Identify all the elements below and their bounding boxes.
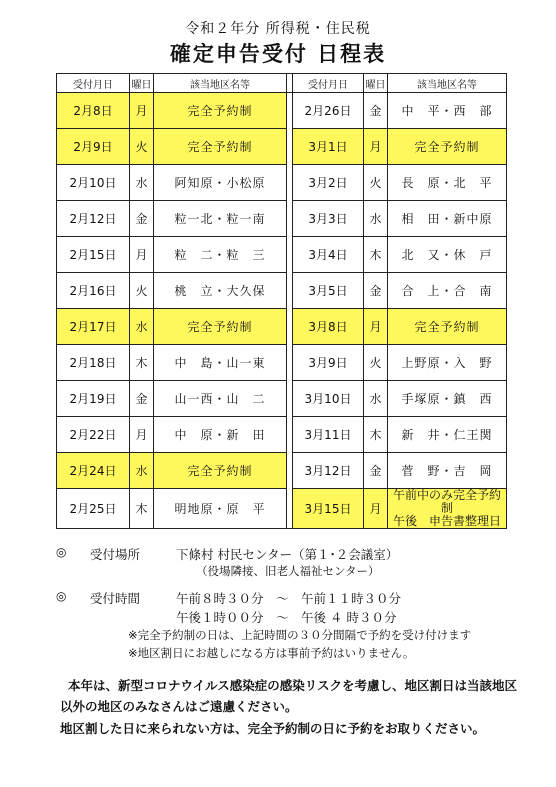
weekday-cell-left: 水 [130,309,154,345]
weekday-cell-right: 月 [364,129,388,165]
weekday-cell-right: 木 [364,237,388,273]
date-cell-right: 3月1日 [293,129,364,165]
date-cell-right: 3月4日 [293,237,364,273]
weekday-cell-left: 月 [130,417,154,453]
area-cell-left: 完全予約制 [154,129,287,165]
date-cell-left: 2月16日 [57,273,130,309]
note-reservation-interval: ※完全予約制の日は、上記時間の３０分間隔で予約を受け付けます [128,628,472,642]
area-cell-right [388,489,507,529]
date-cell-left: 2月19日 [57,381,130,417]
date-cell-right: 3月15日 [293,489,364,529]
area-cell-left: 桃 立・大久保 [154,273,287,309]
note-no-reservation-needed: ※地区割日にお越しになる方は事前予約はいりません。 [128,646,415,660]
table-row [57,381,507,417]
closing-line-2: 以外の地区のみなさんはご遠慮ください。 [60,699,298,714]
table-row [57,129,507,165]
schedule-table [56,73,507,529]
time-label: 受付時間 [90,591,141,606]
place-subtext: （役場隣接、旧老人福祉センター） [196,564,380,578]
weekday-cell-right: 火 [364,165,388,201]
weekday-cell-left: 月 [130,93,154,129]
area-cell-right: 菅 野・吉 岡 [388,453,507,489]
area-cell-right: 北 又・休 戸 [388,237,507,273]
table-row [57,93,507,129]
header-area-right: 該当地区名等 [388,74,507,93]
date-cell-right: 3月11日 [293,417,364,453]
time-morning: 午前８時３０分 ～ 午前１１時３０分 [176,591,402,606]
bullet-mark: ◎ [56,589,67,603]
date-cell-right: 2月26日 [293,93,364,129]
weekday-cell-right: 火 [364,345,388,381]
area-cell-right: 新 井・仁王関 [388,417,507,453]
area-cell-right: 合 上・合 南 [388,273,507,309]
time-afternoon: 午後１時００分 ～ 午後 ４ 時３０分 [176,610,397,625]
weekday-cell-left: 火 [130,129,154,165]
table-row [57,453,507,489]
area-cell-left: 粒一北・粒一南 [154,201,287,237]
date-cell-left: 2月18日 [57,345,130,381]
date-cell-right: 3月9日 [293,345,364,381]
area-note-line-1: 午前中のみ完全予約制 [392,488,501,515]
table-row [57,345,507,381]
header-date-left: 受付月日 [57,74,130,93]
weekday-cell-right: 月 [364,309,388,345]
date-cell-right: 3月8日 [293,309,364,345]
closing-line-1: 本年は、新型コロナウイルス感染症の感染リスクを考慮し、地区割日は当該地区 [68,678,518,693]
weekday-cell-left: 金 [130,381,154,417]
header-date-right: 受付月日 [293,74,364,93]
table-row [57,237,507,273]
weekday-cell-right: 水 [364,381,388,417]
area-cell-left: 中 島・山一東 [154,345,287,381]
area-cell-left: 中 原・新 田 [154,417,287,453]
area-note-line-2: 午後 申告書整理日 [392,514,501,528]
table-row [57,201,507,237]
area-cell-right: 中 平・西 部 [388,93,507,129]
date-cell-left: 2月10日 [57,165,130,201]
closing-line-3: 地区割した日に来られない方は、完全予約制の日に予約をお取りください。 [60,721,486,736]
date-cell-right: 3月2日 [293,165,364,201]
date-cell-left: 2月25日 [57,489,130,529]
place-label: 受付場所 [90,547,141,562]
date-cell-right: 3月12日 [293,453,364,489]
header-weekday-left: 曜日 [130,74,154,93]
date-cell-left: 2月12日 [57,201,130,237]
weekday-cell-right: 木 [364,417,388,453]
area-cell-right: 手塚原・鎮 西 [388,381,507,417]
date-cell-left: 2月22日 [57,417,130,453]
date-cell-left: 2月17日 [57,309,130,345]
area-cell-left: 粒 二・粒 三 [154,237,287,273]
table-row [57,273,507,309]
table-header-row [57,74,507,93]
area-cell-left: 完全予約制 [154,453,287,489]
table-row [57,489,507,529]
date-cell-right: 3月3日 [293,201,364,237]
area-cell-left: 阿知原・小松原 [154,165,287,201]
area-cell-right: 長 原・北 平 [388,165,507,201]
weekday-cell-left: 水 [130,165,154,201]
area-cell-right: 上野原・入 野 [388,345,507,381]
header-weekday-right: 曜日 [364,74,388,93]
date-cell-left: 2月8日 [57,93,130,129]
weekday-cell-right: 金 [364,93,388,129]
weekday-cell-left: 木 [130,345,154,381]
document-subtitle: 令和２年分 所得税・住民税 [185,21,371,37]
weekday-cell-left: 水 [130,453,154,489]
table-row [57,165,507,201]
weekday-cell-right: 月 [364,489,388,529]
weekday-cell-left: 月 [130,237,154,273]
document-title: 確定申告受付 日程表 [169,42,387,66]
date-cell-left: 2月9日 [57,129,130,165]
date-cell-right: 3月5日 [293,273,364,309]
area-cell-left: 完全予約制 [154,93,287,129]
weekday-cell-left: 火 [130,273,154,309]
area-cell-left: 山一西・山 二 [154,381,287,417]
weekday-cell-right: 水 [364,201,388,237]
date-cell-left: 2月24日 [57,453,130,489]
area-cell-right: 相 田・新中原 [388,201,507,237]
table-row [57,309,507,345]
place-value: 下條村 村民センター（第１･２会議室） [176,547,399,562]
weekday-cell-right: 金 [364,453,388,489]
schedule-rows [57,93,507,529]
area-cell-left: 明地原・原 平 [154,489,287,529]
weekday-cell-left: 木 [130,489,154,529]
weekday-cell-right: 金 [364,273,388,309]
header-area-left: 該当地区名等 [154,74,287,93]
weekday-cell-left: 金 [130,201,154,237]
date-cell-right: 3月10日 [293,381,364,417]
bullet-mark: ◎ [56,545,67,559]
area-cell-right: 完全予約制 [388,129,507,165]
date-cell-left: 2月15日 [57,237,130,273]
area-cell-left: 完全予約制 [154,309,287,345]
table-row [57,417,507,453]
area-cell-right: 完全予約制 [388,309,507,345]
schedule-table-wrapper [56,73,507,529]
